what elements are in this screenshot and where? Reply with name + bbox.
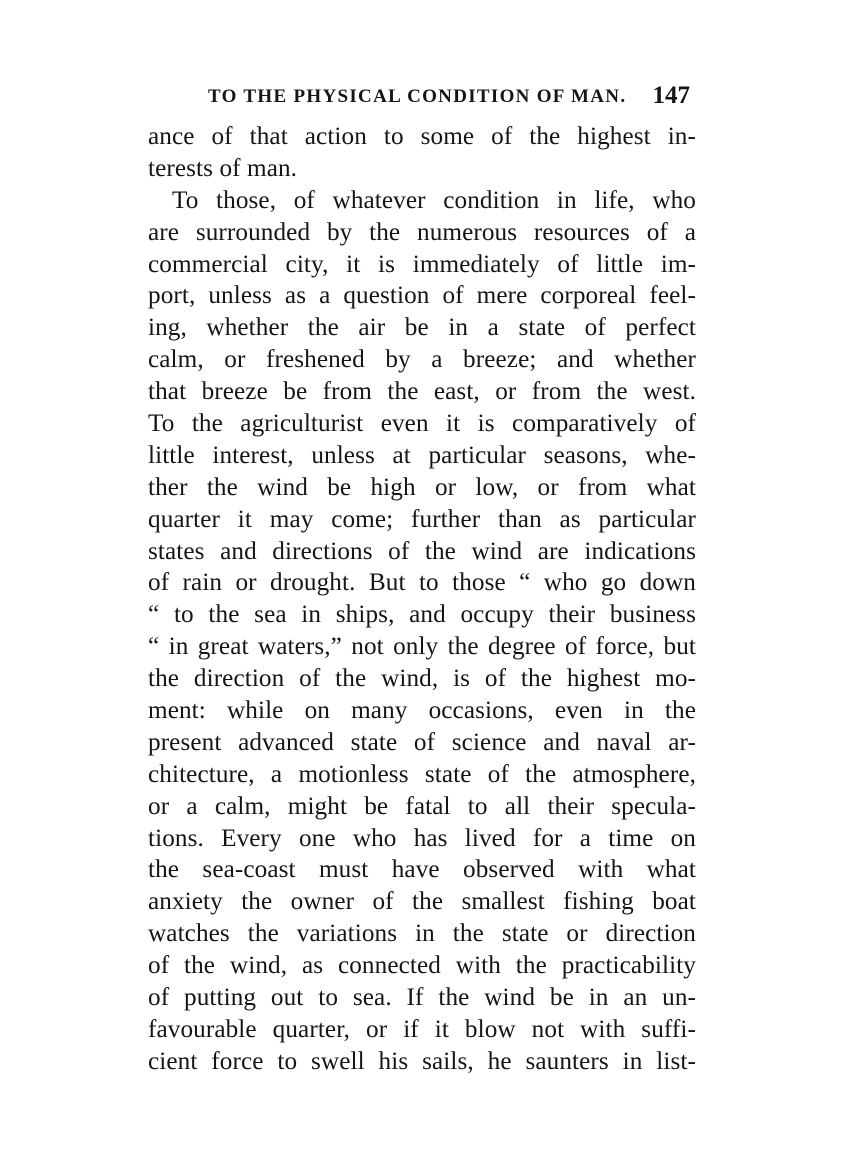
text-line: or a calm, might be fatal to all their specula- [148, 792, 696, 820]
text-line: that breeze be from the east, or from the west. [148, 378, 696, 406]
text-line: present advanced state of science and naval ar- [148, 728, 696, 756]
text-line: anxiety the owner of the smallest fishing boat [148, 888, 696, 916]
text-line: states and directions of the wind are indications [148, 537, 696, 565]
text-line: of rain or drought. But to those “ who go down [148, 569, 696, 597]
text-line: cient force to swell his sails, he saunters in list- [148, 1047, 696, 1075]
page-number: 147 [652, 82, 690, 109]
text-line: the sea-coast must have observed with what [148, 856, 696, 884]
text-line: watches the variations in the state or direction [148, 920, 696, 948]
text-line: of putting out to sea. If the wind be in an un- [148, 984, 696, 1012]
text-line: little interest, unless at particular seasons, whe- [148, 441, 696, 469]
running-head [208, 82, 690, 112]
text-line: “ in great waters,” not only the degree of force, but [148, 633, 696, 661]
text-line: calm, or freshened by a breeze; and whether [148, 346, 696, 374]
text-line: the direction of the wind, is of the highest mo- [148, 665, 696, 693]
text-line: “ to the sea in ships, and occupy their business [148, 601, 696, 629]
text-line: favourable quarter, or if it blow not with suffi- [148, 1015, 696, 1043]
text-line: ing, whether the air be in a state of perfect [148, 314, 696, 342]
text-line: ther the wind be high or low, or from what [148, 473, 696, 501]
text-line: chitecture, a motionless state of the atmosphere, [148, 760, 696, 788]
text-line: port, unless as a question of mere corporeal feel- [148, 282, 696, 310]
text-line: To the agriculturist even it is comparatively of [148, 410, 696, 438]
text-line: are surrounded by the numerous resources of a [148, 218, 696, 246]
text-line: of the wind, as connected with the practicability [148, 952, 696, 980]
text-line: ance of that action to some of the highest in- [148, 123, 696, 150]
text-line: commercial city, it is immediately of little im- [148, 250, 696, 278]
text-line: quarter it may come; further than as particular [148, 505, 696, 533]
text-line: terests of man. [148, 154, 298, 182]
running-title: TO THE PHYSICAL CONDITION OF MAN. [208, 86, 627, 107]
text-line: ment: while on many occasions, even in the [148, 697, 696, 725]
text-line: To those, of whatever condition in life, who [172, 186, 696, 214]
body-text [148, 121, 696, 1078]
text-line: tions. Every one who has lived for a time on [148, 824, 696, 852]
